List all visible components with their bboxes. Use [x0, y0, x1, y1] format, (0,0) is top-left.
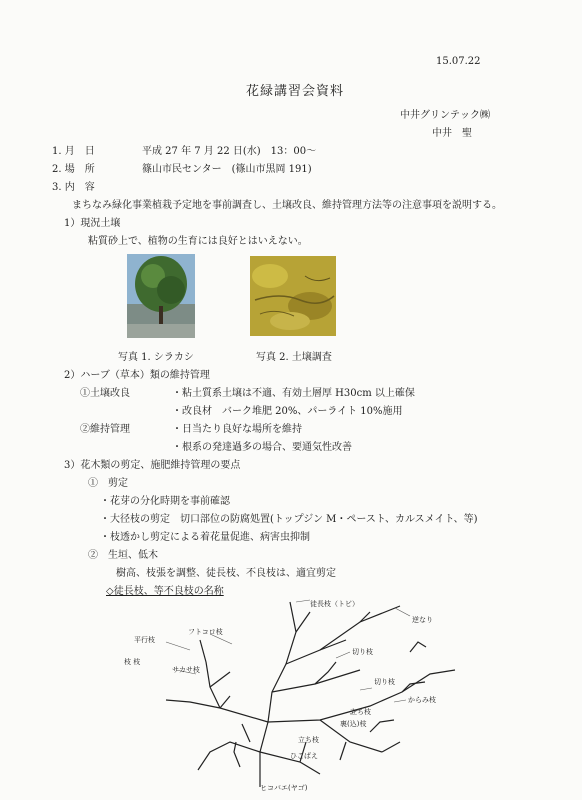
- photo1-caption: 写真 1. シラカシ: [118, 352, 194, 363]
- bad-branch-note: ◇徒長枝、等不良枝の名称: [106, 586, 224, 597]
- soil-photo-illustration: [250, 256, 336, 336]
- hedge-heading: ② 生垣、低木: [88, 550, 158, 561]
- pruning-point-2: ・大径枝の剪定 切口部位の防腐処置(トップジン M・ペースト、カルスメイト、等): [100, 514, 478, 525]
- meta-date-label: 1. 月 日: [52, 146, 95, 157]
- maintenance-point-2: ・根系の発達過多の場合、要通気性改善: [172, 442, 352, 453]
- maintenance-point-1: ・日当たり良好な場所を維持: [172, 424, 302, 435]
- tree-photo-illustration: [127, 254, 195, 338]
- label-karami: からみ枝: [408, 696, 436, 704]
- pruning-heading: ① 剪定: [88, 478, 128, 489]
- label-tachi: 立ち枝: [350, 708, 371, 716]
- section2-heading: 2）ハーブ（草本）類の維持管理: [64, 370, 210, 381]
- label-kiri: 切り枝: [352, 648, 373, 656]
- pruning-point-1: ・花芽の分化時期を事前確認: [100, 496, 230, 507]
- document-title: 花緑講習会資料: [246, 84, 345, 99]
- photo-shirakashi: [127, 254, 195, 338]
- photo-soil-survey: [250, 256, 336, 336]
- photo2-caption: 写真 2. 土壌調査: [256, 352, 332, 363]
- meta-place-value: 篠山市民センター (篠山市黒岡 191): [142, 164, 312, 175]
- label-ka: 枝 枝: [124, 658, 141, 666]
- company-name: 中井グリンテック㈱: [400, 110, 490, 121]
- label-hikobae: ひこばえ: [290, 752, 318, 760]
- maintenance-label: ②維持管理: [80, 424, 130, 435]
- section1-text: 粘質砂上で、植物の生育には良好とはいえない。: [88, 236, 308, 247]
- hedge-text: 樹高、枝張を調整、徒長枝、不良枝は、適宜剪定: [116, 568, 336, 579]
- label-uraha: 裏(込)枝: [340, 720, 367, 728]
- section1-heading: 1）現況土壌: [64, 218, 121, 229]
- meta-content-label: 3. 内 容: [52, 182, 95, 193]
- label-tachi2: 立ち枝: [298, 736, 319, 744]
- label-heiko: 平行枝: [134, 636, 155, 644]
- label-kiri2: 切り枝: [374, 678, 395, 686]
- document-date: 15.07.22: [436, 56, 481, 67]
- branch-diagram: [110, 592, 470, 792]
- label-sakanari: 逆なり: [412, 616, 433, 624]
- label-fukosa: フトコロ枝: [188, 628, 223, 636]
- soil-improvement-point-2: ・改良材 バーク堆肥 20%、パーライト 10%施用: [172, 406, 403, 417]
- section3-heading: 3）花木類の剪定、施肥維持管理の要点: [64, 460, 241, 471]
- meta-place-label: 2. 場 所: [52, 164, 95, 175]
- label-sakasa: サカサ枝: [172, 666, 200, 674]
- pruning-point-3: ・枝透かし剪定による着花量促進、病害虫抑制: [100, 532, 310, 543]
- intro-text: まちなみ緑化事業植栽予定地を事前調査し、土壌改良、維持管理方法等の注意事項を説明する。: [72, 200, 502, 211]
- soil-improvement-label: ①土壌改良: [80, 388, 130, 399]
- meta-date-value: 平成 27 年 7 月 22 日(水) 13：00～: [142, 146, 317, 157]
- label-base: ヒコバエ(ヤゴ): [260, 784, 308, 792]
- soil-improvement-point-1: ・粘土質系土壌は不適、有効土層厚 H30cm 以上確保: [172, 388, 415, 399]
- presenter-name: 中井 聖: [432, 128, 472, 139]
- label-tobi: 徒長枝（トビ）: [310, 600, 359, 608]
